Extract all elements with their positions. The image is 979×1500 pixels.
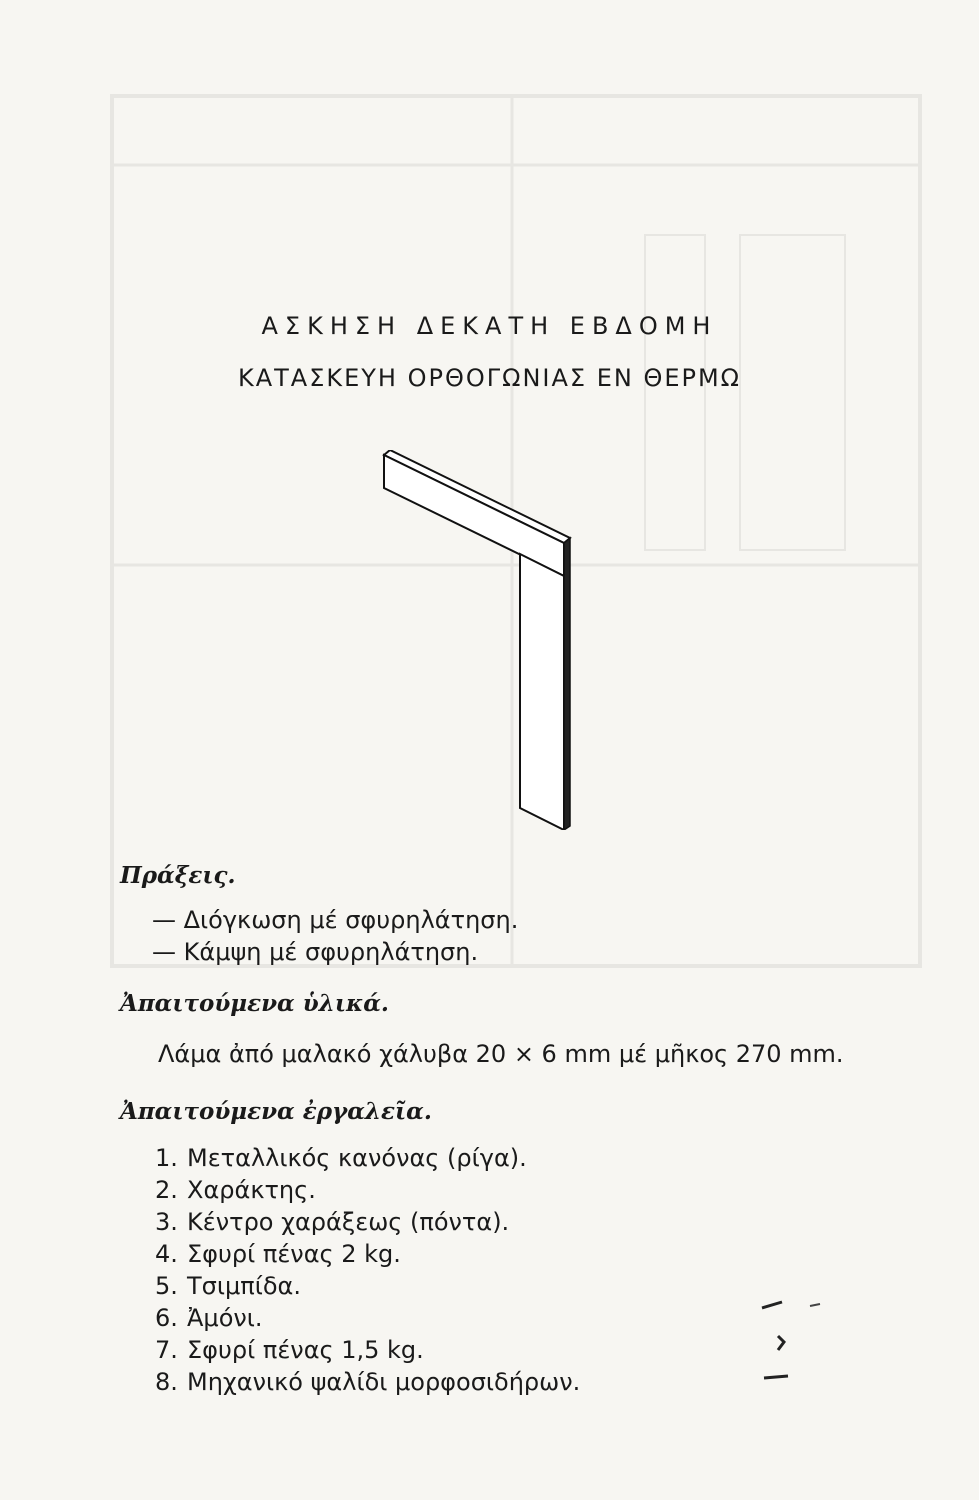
tool-item — [155, 1144, 527, 1172]
ink-smudge-marks — [760, 1290, 830, 1400]
materials-heading: Ἀπαιτούμενα ὑλικά. — [120, 990, 389, 1017]
tool-item — [155, 1176, 316, 1204]
tool-item — [155, 1240, 401, 1268]
tool-label: Μηχανικό ψαλίδι μορφοσιδήρων. — [187, 1368, 581, 1396]
leg-front-face — [520, 554, 564, 830]
tool-label: Ἀμόνι. — [187, 1304, 263, 1332]
arm-front-face — [384, 455, 564, 576]
tool-item — [155, 1272, 301, 1300]
tool-number: 3. — [155, 1208, 178, 1236]
tool-number: 6. — [155, 1304, 178, 1332]
tool-label: Σφυρί πένας 2 kg. — [187, 1240, 401, 1268]
materials-text: Λάμα ἀπό μαλακό χάλυβα 20 × 6 mm μέ μῆκος 270 mm. — [158, 1040, 844, 1068]
tool-number: 1. — [155, 1144, 178, 1172]
tool-label: Χαράκτης. — [187, 1176, 316, 1204]
tool-number: 8. — [155, 1368, 178, 1396]
action-item: — Διόγκωση μέ σφυρηλάτηση. — [152, 906, 519, 934]
tool-item — [155, 1208, 509, 1236]
tool-number: 4. — [155, 1240, 178, 1268]
tool-number: 5. — [155, 1272, 178, 1300]
exercise-subject-title: ΚΑΤΑΣΚΕΥΗ ΟΡΘΟΓΩΝΙΑΣ ΕΝ ΘΕΡΜΩ — [237, 364, 742, 392]
tool-label: Μεταλλικός κανόνας (ρίγα). — [187, 1144, 527, 1172]
tool-label: Κέντρο χαράξεως (πόντα). — [187, 1208, 510, 1236]
action-item: — Κάμψη μέ σφυρηλάτηση. — [152, 938, 479, 966]
tools-heading: Ἀπαιτούμενα ἐργαλεῖα. — [120, 1098, 432, 1125]
set-square-drawing — [380, 450, 580, 830]
tool-number: 7. — [155, 1336, 178, 1364]
exercise-number-title: ΑΣΚΗΣΗ ΔΕΚΑΤΗ ΕΒΔΟΜΗ — [261, 312, 718, 340]
tool-label: Σφυρί πένας 1,5 kg. — [187, 1336, 424, 1364]
tool-item — [155, 1304, 263, 1332]
side-edge — [564, 538, 570, 830]
tool-label: Τσιμπίδα. — [187, 1272, 301, 1300]
tool-item — [155, 1368, 580, 1396]
tool-item — [155, 1336, 424, 1364]
actions-heading: Πράξεις. — [120, 862, 236, 889]
tool-number: 2. — [155, 1176, 178, 1204]
